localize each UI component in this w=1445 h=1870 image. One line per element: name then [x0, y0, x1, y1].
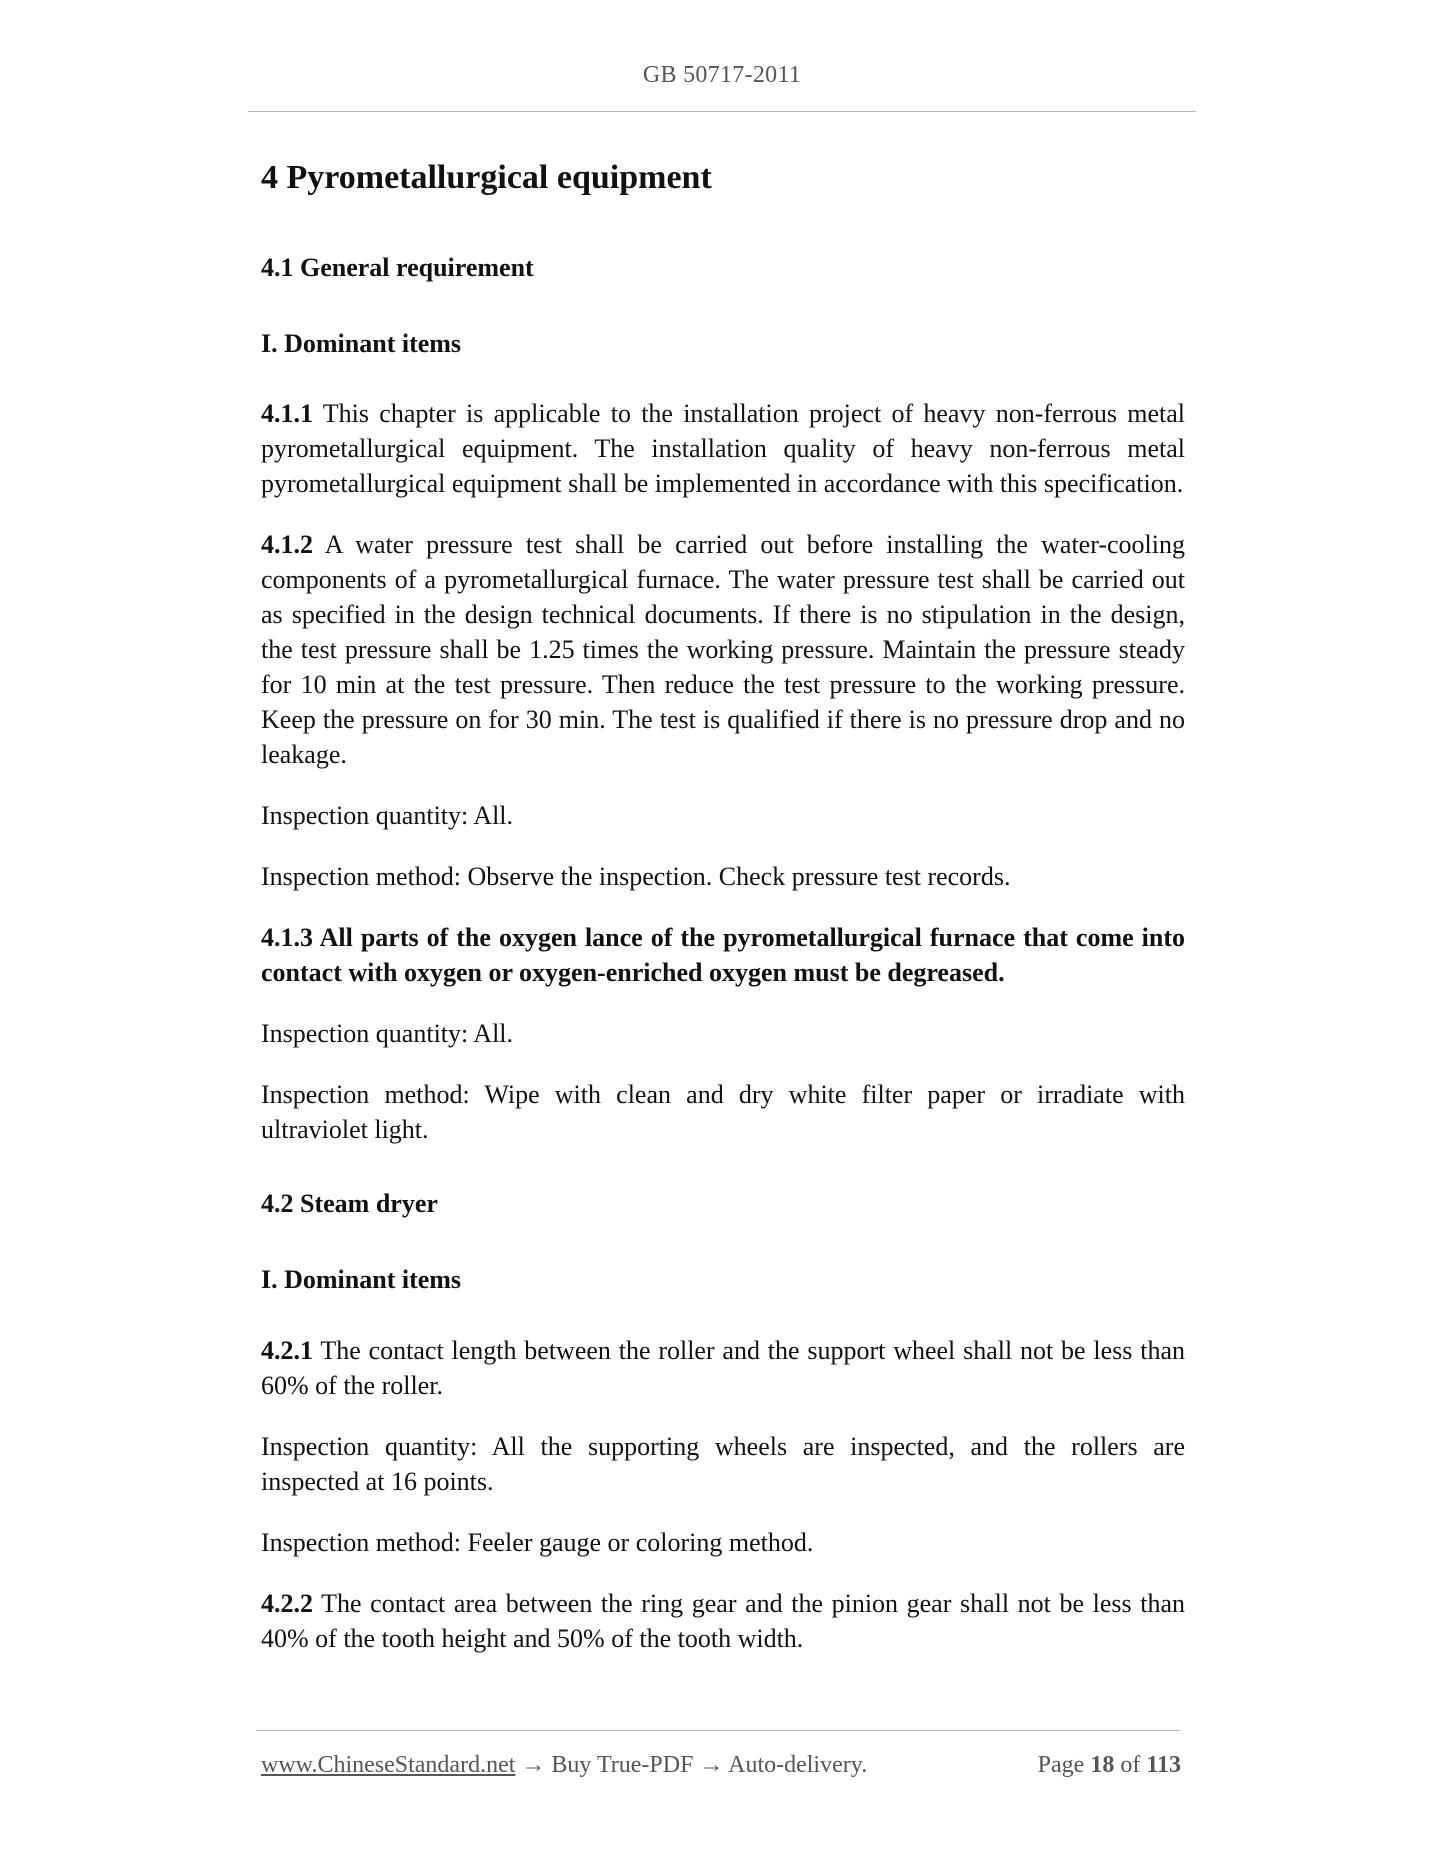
- inspection-quantity: Inspection quantity: All.: [261, 1019, 514, 1049]
- chapter-title: 4 Pyrometallurgical equipment: [261, 159, 712, 196]
- clause-text: This chapter is applicable to the installation project of heavy non-ferrous metal pyrometallurgical equipment. The installation quality of heavy non-ferrous metal pyrometallurgical equipment shall be implemented in accordance with this specification.: [261, 399, 1185, 499]
- site-link[interactable]: www.ChineseStandard.net: [261, 1752, 516, 1778]
- standard-code: GB 50717-2011: [642, 62, 802, 88]
- clause-text: The contact length between the roller and the support wheel shall not be less than 60% of the roller.: [261, 1335, 1186, 1400]
- clause-4-1-2: [261, 527, 1185, 772]
- inspection-quantity: Inspection quantity: All.: [261, 801, 514, 831]
- clause-4-2-2: [261, 1586, 1185, 1656]
- section-title-4-2: 4.2 Steam dryer: [261, 1189, 438, 1219]
- inspection-method: Inspection method: Observe the inspection. Check pressure test records.: [261, 862, 1011, 892]
- clause-number: 4.2.1: [261, 1335, 313, 1365]
- clause-number: 4.1.2: [261, 530, 313, 560]
- clause-4-1-1: [261, 396, 1185, 501]
- subsection-title-dominant-items: I. Dominant items: [261, 328, 462, 358]
- page-of: of: [1120, 1752, 1141, 1778]
- promo-text: → Buy True-PDF → Auto-delivery.: [521, 1752, 868, 1778]
- inspection-quantity: Inspection quantity: All the supporting wheels are inspected, and the rollers are inspected at 16 points.: [261, 1431, 1185, 1496]
- clause-text: The contact area between the ring gear and the pinion gear shall not be less than 40% of the tooth height and 50% of the tooth width.: [261, 1588, 1185, 1653]
- document-body: [261, 150, 1185, 1656]
- inspection-method: Inspection method: Feeler gauge or coloring method.: [261, 1527, 814, 1557]
- clause-number: 4.1.1: [261, 399, 313, 429]
- page-label: Page: [1037, 1752, 1085, 1778]
- section-title-4-1: 4.1 General requirement: [261, 252, 534, 282]
- page-total: 113: [1146, 1752, 1181, 1778]
- inspection-method: Inspection method: Wipe with clean and dry white filter paper or irradiate with ultraviolet light.: [261, 1080, 1185, 1145]
- footer-promo: [261, 1752, 867, 1779]
- page-header: [248, 62, 1196, 89]
- header-divider: [248, 111, 1196, 112]
- page-current: 18: [1090, 1752, 1115, 1778]
- page-indicator: [1038, 1752, 1181, 1779]
- subsection-title-dominant-items: I. Dominant items: [261, 1265, 462, 1295]
- clause-text: A water pressure test shall be carried out before installing the water-cooling components of a pyrometallurgical furnace. The water pressure test shall be carried out as specified in the design technical documents. If there is no stipulation in the design, the test pressure shall be 1.25 times the working pressure. Maintain the pressure steady for 10 min at the test pressure. Then reduce the test pressure to the working pressure. Keep the pressure on for 30 min. The test is qualified if there is no pressure drop and no leakage.: [261, 530, 1185, 770]
- clause-4-2-1: [261, 1333, 1185, 1403]
- footer-divider: [256, 1730, 1180, 1731]
- page-footer: [261, 1752, 1181, 1779]
- clause-number: 4.2.2: [261, 1588, 313, 1618]
- clause-4-1-3: 4.1.3 All parts of the oxygen lance of the pyrometallurgical furnace that come into contact with oxygen or oxygen-enriched oxygen must be degreased.: [261, 923, 1185, 988]
